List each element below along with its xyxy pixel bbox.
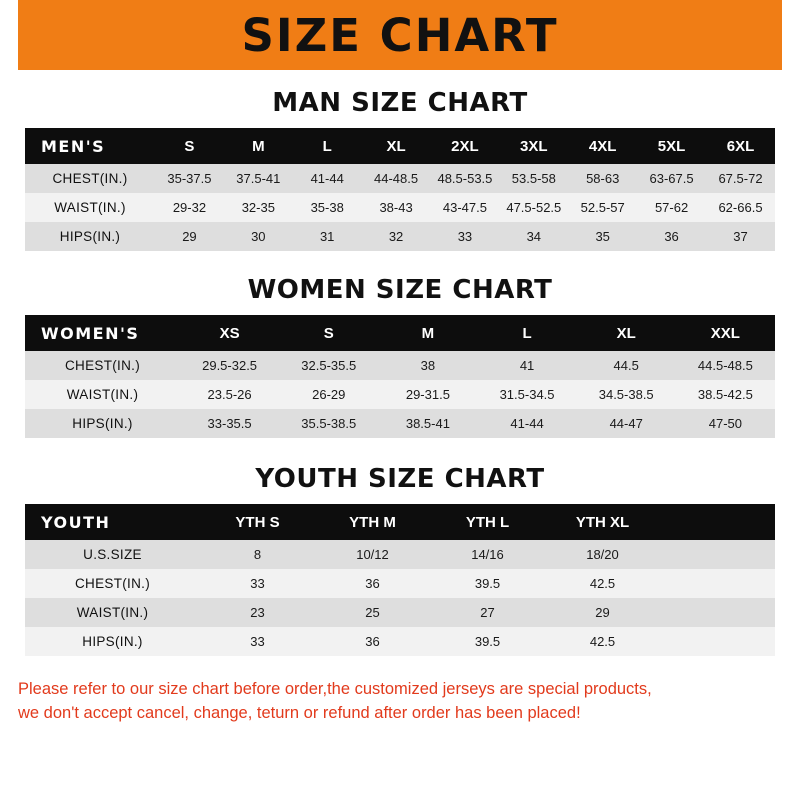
column-header: 6XL: [706, 128, 775, 164]
table-cell: 37: [733, 229, 748, 244]
column-header: YTH XL: [545, 504, 660, 540]
table-cell: 29.5-32.5: [202, 358, 258, 373]
table-header-row: [25, 315, 775, 351]
table-cell: 44.5: [613, 358, 639, 373]
table-cell: 26-29: [312, 387, 346, 402]
table-cell: 42.5: [589, 634, 616, 649]
content-area: [0, 88, 800, 656]
table-cell: 32-35: [241, 200, 275, 215]
table-cell: 29: [182, 229, 197, 244]
table-cell: 33: [457, 229, 473, 244]
table-cell: [660, 540, 775, 569]
table-cell: 33: [250, 634, 265, 649]
column-header: YTH M: [315, 504, 430, 540]
column-header: WOMEN'S: [25, 315, 180, 351]
column-header: YTH S: [200, 504, 315, 540]
table-cell: 33-35.5: [207, 416, 252, 431]
table-cell: 38.5-42.5: [697, 387, 753, 402]
table-cell: 29-31.5: [405, 387, 450, 402]
table-cell: 10/12: [356, 547, 389, 562]
column-header: L: [477, 315, 576, 351]
row-header: CHEST(IN.): [52, 171, 128, 186]
table-row: [25, 569, 775, 598]
table-cell: 44-48.5: [374, 171, 419, 186]
table-cell: 36: [365, 634, 380, 649]
man-section-title: MAN SIZE CHART: [272, 88, 528, 118]
table-cell: 42.5: [589, 576, 616, 591]
row-header: HIPS(IN.): [59, 229, 121, 244]
table-cell: 30: [251, 229, 266, 244]
table-row: [25, 627, 775, 656]
page-banner: [0, 0, 800, 70]
table-cell: 31: [319, 229, 335, 244]
table-cell: 35-37.5: [167, 171, 212, 186]
youth-size-table: [25, 504, 775, 656]
table-cell: 35.5-38.5: [301, 416, 357, 431]
table-row: [25, 540, 775, 569]
row-header: CHEST(IN.): [75, 576, 150, 591]
table-cell: 48.5-53.5: [437, 171, 493, 186]
column-header: S: [155, 128, 224, 164]
column-header: [660, 504, 775, 540]
table-row: [25, 380, 775, 409]
column-header: XS: [180, 315, 279, 351]
column-header: M: [224, 128, 293, 164]
footnote-line-1: Please refer to our size chart before order,the customized jerseys are special products,: [18, 680, 652, 698]
table-cell: 41: [519, 358, 535, 373]
table-cell: 32.5-35.5: [301, 358, 357, 373]
table-cell: 41-44: [310, 171, 344, 186]
table-header-row: [25, 128, 775, 164]
table-cell: 35-38: [310, 200, 344, 215]
table-cell: 25: [365, 605, 380, 620]
women-section-title: WOMEN SIZE CHART: [247, 275, 553, 305]
table-cell: 36: [664, 229, 679, 244]
column-header: XXL: [676, 315, 775, 351]
column-header: M: [378, 315, 477, 351]
table-cell: 8: [253, 547, 262, 562]
row-header: WAIST(IN.): [76, 605, 149, 620]
footnote: [18, 678, 782, 726]
column-header: YOUTH: [25, 504, 200, 540]
table-cell: 35: [595, 229, 610, 244]
table-cell: 47-50: [708, 416, 743, 431]
table-row: [25, 164, 775, 193]
table-cell: 62-66.5: [718, 200, 763, 215]
table-cell: 27: [480, 605, 495, 620]
table-cell: 34.5-38.5: [598, 387, 654, 402]
column-header: 5XL: [637, 128, 706, 164]
column-header: MEN'S: [25, 128, 155, 164]
table-cell: 29: [595, 605, 610, 620]
table-cell: 31.5-34.5: [499, 387, 555, 402]
table-cell: 32: [388, 229, 404, 244]
table-row: [25, 598, 775, 627]
row-header: WAIST(IN.): [66, 387, 139, 402]
row-header: HIPS(IN.): [72, 416, 133, 431]
table-cell: 33: [250, 576, 265, 591]
row-header: CHEST(IN.): [65, 358, 140, 373]
row-header: U.S.SIZE: [83, 547, 142, 562]
table-cell: 23: [250, 605, 265, 620]
table-cell: 43-47.5: [442, 200, 487, 215]
table-cell: 63-67.5: [649, 171, 694, 186]
table-cell: 29-32: [172, 200, 207, 215]
table-cell: 23.5-26: [207, 387, 252, 402]
column-header: YTH L: [430, 504, 545, 540]
table-cell: 38.5-41: [405, 416, 450, 431]
table-cell: 44.5-48.5: [697, 358, 753, 373]
table-cell: 57-62: [654, 200, 689, 215]
table-cell: 44-47: [609, 416, 643, 431]
table-cell: [660, 569, 775, 598]
table-cell: 47.5-52.5: [506, 200, 562, 215]
table-cell: 67.5-72: [718, 171, 763, 186]
table-cell: 53.5-58: [511, 171, 556, 186]
page-title: SIZE CHART: [241, 8, 559, 62]
table-cell: 39.5: [474, 634, 501, 649]
footnote-line-2: we don't accept cancel, change, teturn or refund after order has been placed!: [18, 703, 581, 722]
table-cell: [660, 598, 775, 627]
column-header: 3XL: [499, 128, 568, 164]
column-header: 4XL: [568, 128, 637, 164]
table-row: [25, 409, 775, 438]
table-cell: 52.5-57: [580, 200, 625, 215]
column-header: 2XL: [431, 128, 500, 164]
column-header: L: [293, 128, 362, 164]
table-cell: 36: [365, 576, 380, 591]
row-header: WAIST(IN.): [54, 200, 126, 215]
table-cell: 58-63: [586, 171, 620, 186]
table-cell: 39.5: [474, 576, 501, 591]
women-size-table: [25, 315, 775, 438]
column-header: S: [279, 315, 378, 351]
man-size-table: [25, 128, 775, 251]
table-cell: 14/16: [471, 547, 504, 562]
table-cell: 38: [420, 358, 436, 373]
table-row: [25, 193, 775, 222]
table-header-row: [25, 504, 775, 540]
table-row: [25, 351, 775, 380]
column-header: XL: [362, 128, 431, 164]
table-row: [25, 222, 775, 251]
row-header: HIPS(IN.): [82, 634, 143, 649]
table-cell: 38-43: [379, 200, 413, 215]
table-cell: 18/20: [586, 547, 619, 562]
table-cell: 34: [526, 229, 542, 244]
table-cell: 41-44: [510, 416, 544, 431]
table-cell: 37.5-41: [236, 171, 281, 186]
column-header: XL: [577, 315, 676, 351]
youth-section-title: YOUTH SIZE CHART: [255, 464, 545, 494]
table-cell: [660, 627, 775, 656]
